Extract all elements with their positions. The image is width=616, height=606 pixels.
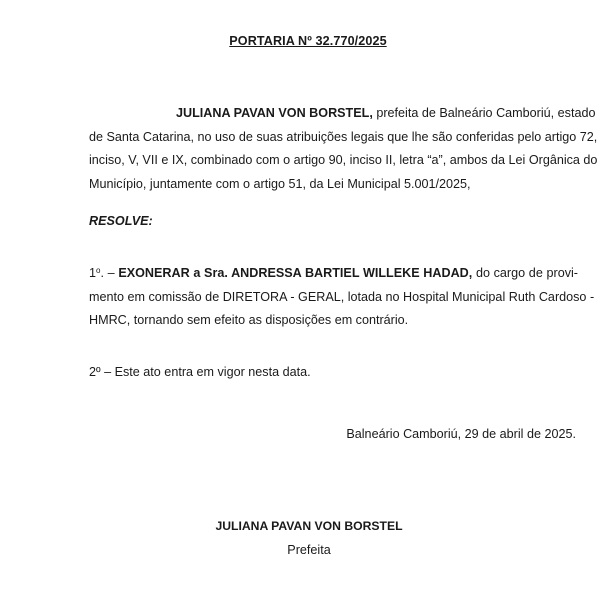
mayor-name: JULIANA PAVAN VON BORSTEL,	[176, 106, 373, 120]
article-1-paragraph	[89, 259, 595, 333]
signatory-role: Prefeita	[287, 543, 331, 557]
article-1-line-2: mento em comissão de DIRETORA - GERAL, lotada no Hospital Municipal Ruth Cardoso -	[89, 289, 595, 304]
preamble-line-1	[89, 102, 596, 126]
article-1-action: EXONERAR a Sra. ANDRESSA BARTIEL WILLEKE HADAD,	[118, 266, 473, 280]
article-1-number: 1	[89, 266, 97, 280]
preamble-line-3: inciso, V, VII e IX, combinado com o artigo 90, inciso II, letra “a”, ambos da Lei Orgânica do	[89, 153, 598, 167]
resolve-heading: RESOLVE:	[89, 214, 153, 228]
article-2-paragraph: 2º – Este ato entra em vigor nesta data.	[89, 365, 311, 379]
preamble-paragraph	[89, 102, 598, 196]
document-title: PORTARIA Nº 32.770/2025	[229, 34, 387, 48]
preamble-line-1-text: prefeita de Balneário Camboriú, estado	[372, 106, 596, 120]
place-and-date: Balneário Camboriú, 29 de abril de 2025.	[346, 427, 576, 441]
article-1-separator: . –	[100, 266, 119, 280]
article-1-line-1-text: do cargo de provi-	[472, 266, 578, 280]
article-1-line-1	[89, 259, 578, 286]
signatory-name: JULIANA PAVAN VON BORSTEL	[215, 519, 403, 533]
preamble-line-2: de Santa Catarina, no uso de suas atribuições legais que lhe são conferidas pelo artigo 72,	[89, 129, 598, 144]
article-1-line-3: HMRC, tornando sem efeito as disposições em contrário.	[89, 313, 409, 327]
article-1-ordinal: o	[96, 266, 101, 275]
preamble-line-4: Município, juntamente com o artigo 51, da Lei Municipal 5.001/2025,	[89, 176, 471, 191]
